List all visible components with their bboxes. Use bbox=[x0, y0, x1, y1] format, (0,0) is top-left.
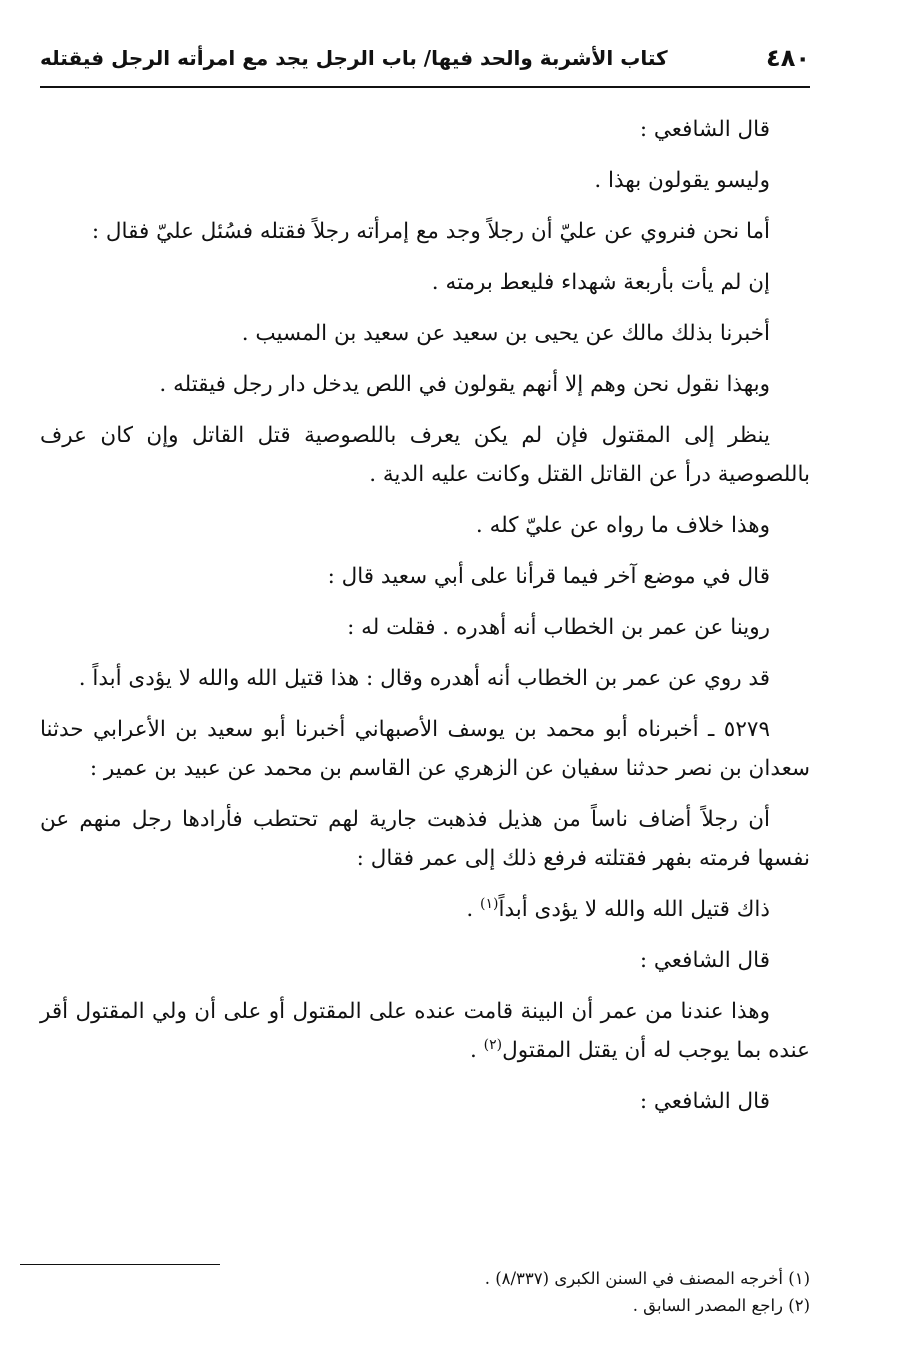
main-text bbox=[40, 110, 810, 1121]
paragraph: قد روي عن عمر بن الخطاب أنه أهدره وقال : هذا قتيل الله والله لا يؤدى أبداً . bbox=[78, 666, 770, 691]
paragraph: قال الشافعي : bbox=[639, 1089, 770, 1114]
paragraph: أن رجلاً أضاف ناساً من هذيل فذهبت جارية لهم تحتطب فأرادها رجل منهم عن نفسها فرمته بفهر فقتلته فرفع ذلك إلى عمر فقال : bbox=[40, 807, 810, 871]
paragraph: أما نحن فنروي عن عليّ أن رجلاً وجد مع إمرأته رجلاً فقتله فسُئل عليّ فقال : bbox=[91, 219, 770, 244]
paragraph: قال الشافعي : bbox=[639, 117, 770, 142]
running-title: كتاب الأشربة والحد فيها/ باب الرجل يجد مع امرأته الرجل فيقتله bbox=[40, 46, 668, 70]
paragraph: روينا عن عمر بن الخطاب أنه أهدره . فقلت له : bbox=[347, 615, 770, 640]
paragraph: قال في موضع آخر فيما قرأنا على أبي سعيد قال : bbox=[327, 564, 770, 589]
footnotes bbox=[40, 1230, 810, 1319]
paragraph-end: . bbox=[470, 1038, 484, 1063]
paragraph bbox=[40, 890, 810, 929]
paragraph: ينظر إلى المقتول فإن لم يكن يعرف باللصوصية قتل القاتل وإن كان عرف باللصوصية درأ عن القاتل القتل وكانت عليه الدية . bbox=[40, 423, 810, 487]
page-number: ٤٨٠ bbox=[766, 44, 810, 72]
footnote-marker[interactable]: (١) bbox=[480, 895, 499, 912]
paragraph-text: ذاك قتيل الله والله لا يؤدى أبداً bbox=[498, 897, 770, 922]
paragraph bbox=[40, 992, 810, 1070]
paragraph: إن لم يأت بأربعة شهداء فليعط برمته . bbox=[431, 270, 770, 295]
paragraph: أخبرنا بذلك مالك عن يحيى بن سعيد عن سعيد بن المسيب . bbox=[241, 321, 770, 346]
paragraph: وليسو يقولون بهذا . bbox=[594, 168, 770, 193]
footnote: (١) أخرجه المصنف في السنن الكبرى (٨/٣٣٧) . bbox=[484, 1269, 810, 1288]
paragraph: وهذا خلاف ما رواه عن عليّ كله . bbox=[475, 513, 770, 538]
hadith-paragraph: ٥٢٧٩ ـ أخبرناه أبو محمد بن يوسف الأصبهاني أخبرنا أبو سعيد بن الأعرابي حدثنا سعدان بن نصر حدثنا سفيان عن الزهري عن القاسم بن محمد عن عبيد بن عمير : bbox=[40, 717, 810, 781]
page-header bbox=[40, 40, 810, 88]
paragraph-end: . bbox=[466, 897, 481, 922]
paragraph-text: وهذا عندنا من عمر أن البينة قامت عنده على المقتول أو على أن ولي المقتول أقر عنده بما يوجب له أن يقتل المقتول bbox=[40, 999, 810, 1063]
paragraph: قال الشافعي : bbox=[639, 948, 770, 973]
book-page bbox=[40, 40, 810, 1315]
paragraph: وبهذا نقول نحن وهم إلا أنهم يقولون في اللص يدخل دار رجل فيقتله . bbox=[159, 372, 770, 397]
footnote-marker[interactable]: (٢) bbox=[483, 1036, 503, 1053]
footnote: (٢) راجع المصدر السابق . bbox=[632, 1296, 810, 1315]
